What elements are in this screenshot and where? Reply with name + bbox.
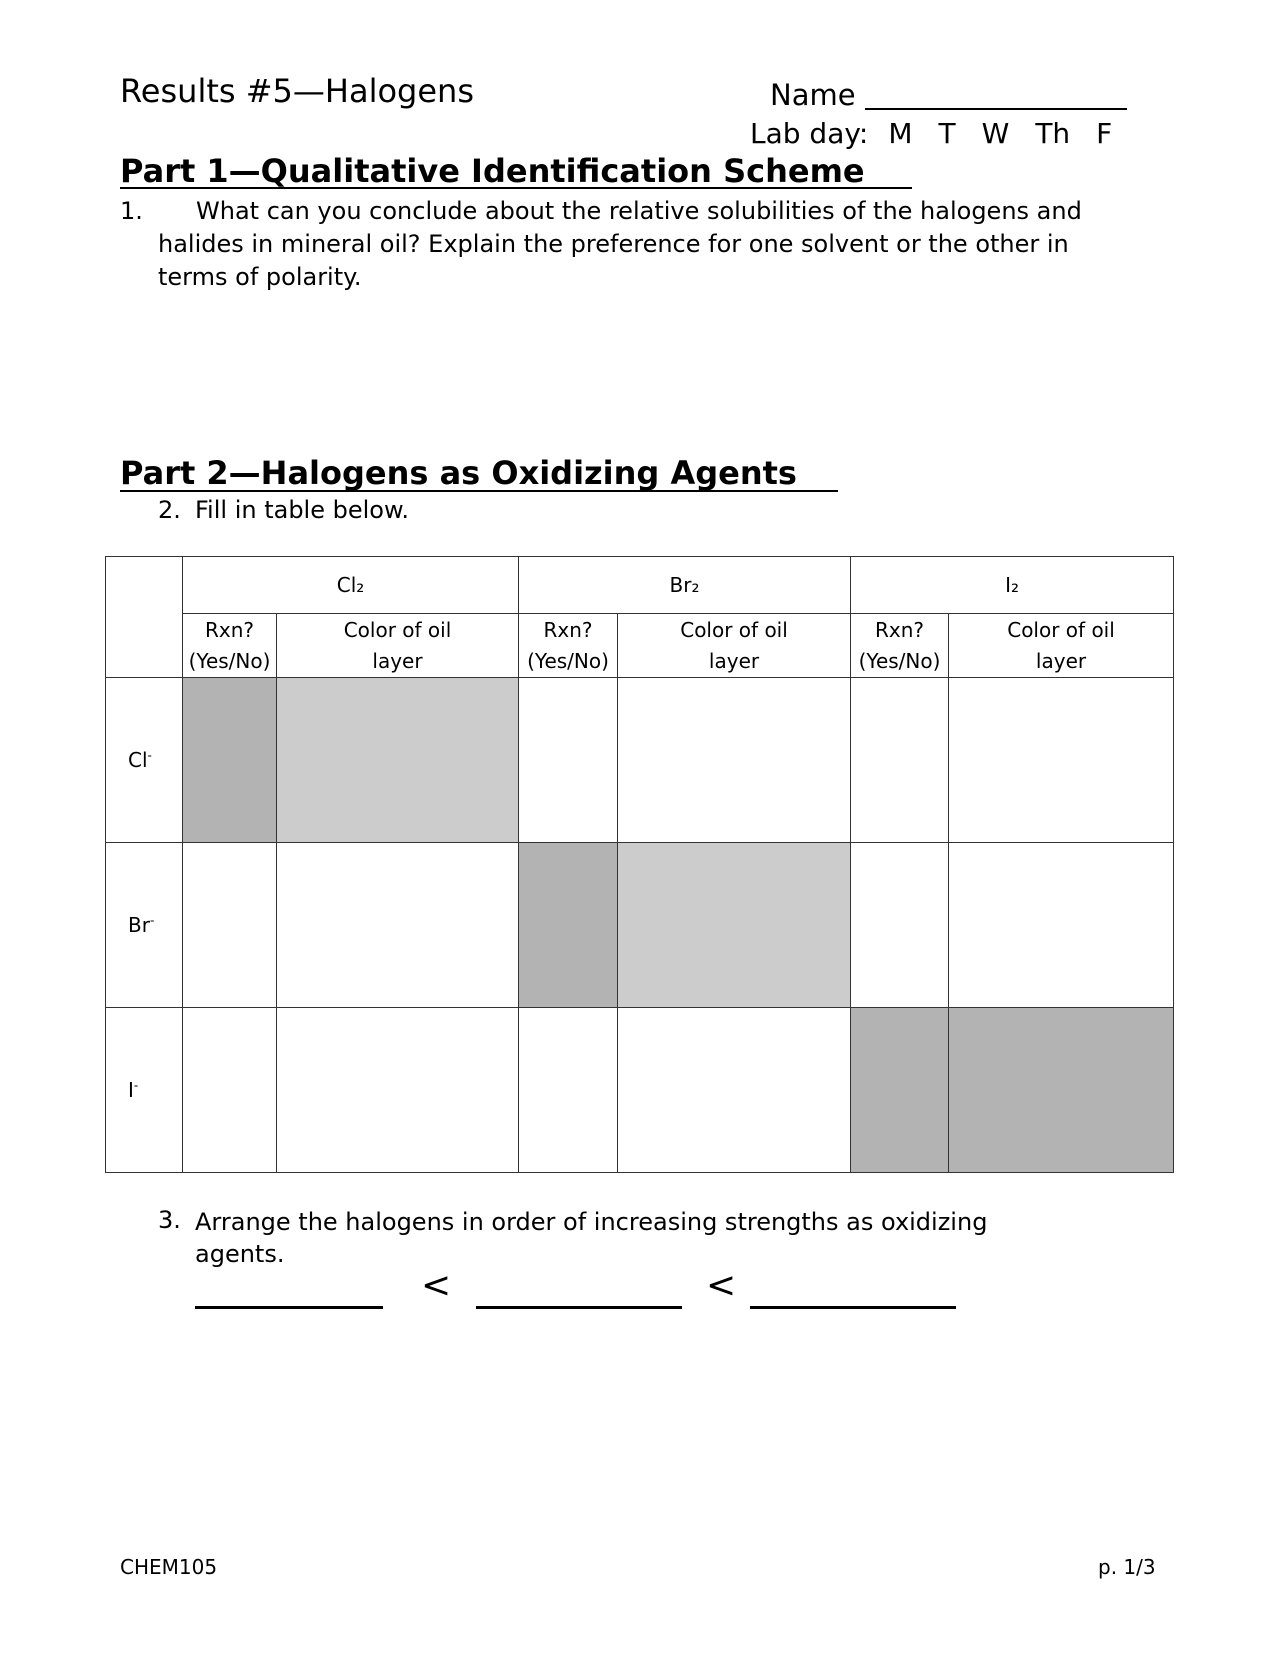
halide-row-label-cl: Cl-: [106, 678, 183, 843]
rxn-answer-cell[interactable]: [519, 678, 618, 843]
color-header-line2: layer: [1035, 648, 1087, 673]
rxn-header-line1: Rxn?: [875, 617, 925, 642]
lab-day-row: [750, 117, 1112, 150]
shaded-cell: [851, 1008, 949, 1173]
shaded-cell: [618, 843, 851, 1008]
color-header-line1: Color of oil: [1007, 617, 1115, 642]
rxn-header-line1: Rxn?: [204, 617, 255, 642]
lab-day-option[interactable]: W: [981, 117, 1010, 150]
color-answer-cell[interactable]: [277, 843, 519, 1008]
rxn-header: [183, 614, 277, 678]
question-2-number: 2.: [158, 496, 181, 524]
part1-heading-underline: [120, 187, 912, 189]
color-answer-cell[interactable]: [618, 1008, 851, 1173]
halogen-header-cl2: Cl₂: [183, 557, 519, 614]
rxn-header-line2: (Yes/No): [188, 648, 271, 673]
part2-heading-underline: [120, 490, 838, 492]
color-header-line1: Color of oil: [680, 617, 788, 642]
lab-day-option[interactable]: M: [888, 117, 913, 150]
rxn-header-line2: (Yes/No): [527, 648, 609, 673]
name-blank-line[interactable]: [865, 108, 1127, 110]
color-answer-cell[interactable]: [949, 678, 1174, 843]
color-header: [618, 614, 851, 678]
color-header-line2: layer: [708, 648, 760, 673]
corner-cell: [106, 557, 183, 678]
shaded-cell: [519, 843, 618, 1008]
question-3-text: Arrange the halogens in order of increasing strengths as oxidizing agents.: [195, 1208, 988, 1268]
order-blank-2[interactable]: [476, 1306, 682, 1309]
lab-day-option[interactable]: F: [1096, 117, 1113, 150]
color-answer-cell[interactable]: [277, 1008, 519, 1173]
part2-heading: Part 2—Halogens as Oxidizing Agents: [120, 454, 797, 492]
halide-row-label-i: I-: [106, 1008, 183, 1173]
lab-day-label: Lab day:: [750, 117, 869, 150]
rxn-answer-cell[interactable]: [851, 843, 949, 1008]
halide-row-label-br: Br-: [106, 843, 183, 1008]
halogen-header-i2: I₂: [851, 557, 1174, 614]
less-than-symbol: <: [421, 1265, 452, 1306]
page-title: Results #5—Halogens: [120, 72, 474, 110]
rxn-header: [851, 614, 949, 678]
footer-course: CHEM105: [120, 1555, 218, 1579]
shaded-cell: [277, 678, 519, 843]
rxn-header-line2: (Yes/No): [858, 648, 941, 673]
rxn-answer-cell[interactable]: [183, 843, 277, 1008]
halogen-reaction-table: [105, 556, 1174, 1173]
color-header: [949, 614, 1174, 678]
rxn-header-line1: Rxn?: [543, 617, 593, 642]
less-than-symbol: <: [706, 1265, 737, 1306]
lab-day-option[interactable]: T: [938, 117, 956, 150]
part1-heading: Part 1—Qualitative Identification Scheme: [120, 152, 865, 190]
rxn-answer-cell[interactable]: [519, 1008, 618, 1173]
rxn-header: [519, 614, 618, 678]
order-blank-3[interactable]: [750, 1306, 956, 1309]
halogen-header-br2: Br₂: [519, 557, 851, 614]
color-answer-cell[interactable]: [949, 843, 1174, 1008]
order-blank-1[interactable]: [195, 1306, 383, 1309]
question-1-text: What can you conclude about the relative solubilities of the halogens and halides in mineral oil? Explain the preference for one solvent or the other in terms of polarity.: [158, 197, 1082, 291]
footer-page-number: p. 1/3: [1098, 1555, 1156, 1579]
shaded-cell: [183, 678, 277, 843]
rxn-answer-cell[interactable]: [183, 1008, 277, 1173]
color-answer-cell[interactable]: [618, 678, 851, 843]
color-header-line1: Color of oil: [343, 617, 452, 642]
name-label: Name: [770, 78, 856, 112]
question-1-number: 1.: [120, 197, 143, 225]
shaded-cell: [949, 1008, 1174, 1173]
color-header-line2: layer: [372, 648, 423, 673]
question-3-number: 3.: [158, 1206, 181, 1234]
lab-day-option[interactable]: Th: [1035, 117, 1071, 150]
rxn-answer-cell[interactable]: [851, 678, 949, 843]
question-2-text: Fill in table below.: [195, 496, 410, 524]
color-header: [277, 614, 519, 678]
